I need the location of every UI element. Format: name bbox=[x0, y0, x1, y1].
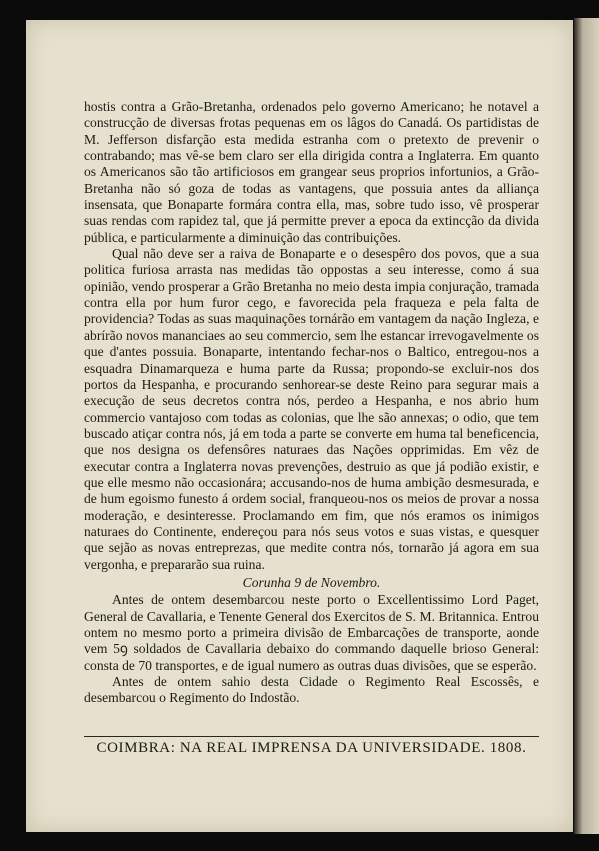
imprint-line: COIMBRA: NA REAL IMPRENSA DA UNIVERSIDADE. 1808. bbox=[96, 740, 527, 756]
paragraph-regiment: Antes de ontem sahio desta Cidade o Regimento Real Escossês, e desembarcou o Regimento do Indostão. bbox=[84, 674, 539, 706]
imprint-divider bbox=[84, 736, 539, 737]
facing-page-edge bbox=[574, 18, 599, 834]
paragraph-lord-paget: Antes de ontem desembarcou neste porto o Excellentissimo Lord Paget, General de Cavallaria, e Tenente General dos Exercitos de S. M. Britannica. Entrou ontem no mesmo porto a primeira divisão de Embarcações de transporte, aonde vem 5ꝯ soldados de Cavallaria debaixo do commando daquelle brioso General: consta de 70 transportes, e de igual numero as outras duas divisões, que se esperão. bbox=[84, 592, 539, 673]
dateline: Corunha 9 de Novembro. bbox=[242, 574, 381, 590]
paragraph-britain-prosperity: hostis contra a Grão-Bretanha, ordenados pelo governo Americano; he notavel a construcção de diversas frotas pequenas em os lâgos do Canadá. Os partidistas de M. Jefferson disfarção esta medida estranha com o pretexto de prevenir o contrabando; mas vê-se bem claro ser ella dirigida contra a Inglaterra. Em quanto os Americanos são tão artificiosos em grangear seus proprios infortunios, a Grão-Bretanha não só goza de todas as vantagens, que possuia antes da alliança insensata, que Bonaparte formára contra ella, mas, sobre tudo isso, vê prosperar suas rendas com rapidez tal, que já permitte prever a epoca da extincção da divida pública, e particularmente a diminuição das contribuições. bbox=[84, 99, 539, 245]
body-text bbox=[84, 99, 539, 707]
paragraph-bonaparte-rage: Qual não deve ser a raiva de Bonaparte e o desespêro dos povos, que a sua politica furiosa arrasta nas medidas tão oppostas a seu interesse, como á sua opinião, vendo prosperar a Grão Bretanha no meio desta impia conjuração, tramada contra ella por hum furor cego, e favorecida pela fraqueza e pela falta de providencia? Todas as suas maquinações tornárão em vantagem da nação Ingleza, e abrírão novos mananciaes ao seu commercio, sem lhe estancar irrevogavelmente os que d'antes possuia. Bonaparte, intentando fechar-nos o Baltico, entregou-nos a esquadra Dinamarqueza e huma parte da Russa; propondo-se excluir-nos dos portos da Hespanha, e procurando senhorear-se deste Reino para segurar mais a execução de seus decretos contra nós, perdeo a Hespanha, e nos abrio hum commercio vantajoso com todas as colonias, que lhe são annexas; o odio, que tem buscado atiçar contra nós, já em toda a parte se converte em huma tal beneficencia, que nos designa os defensôres naturaes das Nações opprimidas. Em vêz de executar contra a Inglaterra novas prevenções, destruio as que já podião existir, e que elle mesmo não occasionára; accusando-nos de huma ambição desmesurada, e de hum egoismo funesto á ordem social, franqueou-nos os meios de provar a nossa moderação, e desinteresse. Proclamando em fim, que nós eramos os inimigos naturaes do Continente, endereçou para nós seus votos e suas vistas, e quesquer que sejão as novas entreprezas, que medite contra nós, tornarão já agora em sua vergonha, e prepararão sua ruina. bbox=[84, 246, 539, 572]
